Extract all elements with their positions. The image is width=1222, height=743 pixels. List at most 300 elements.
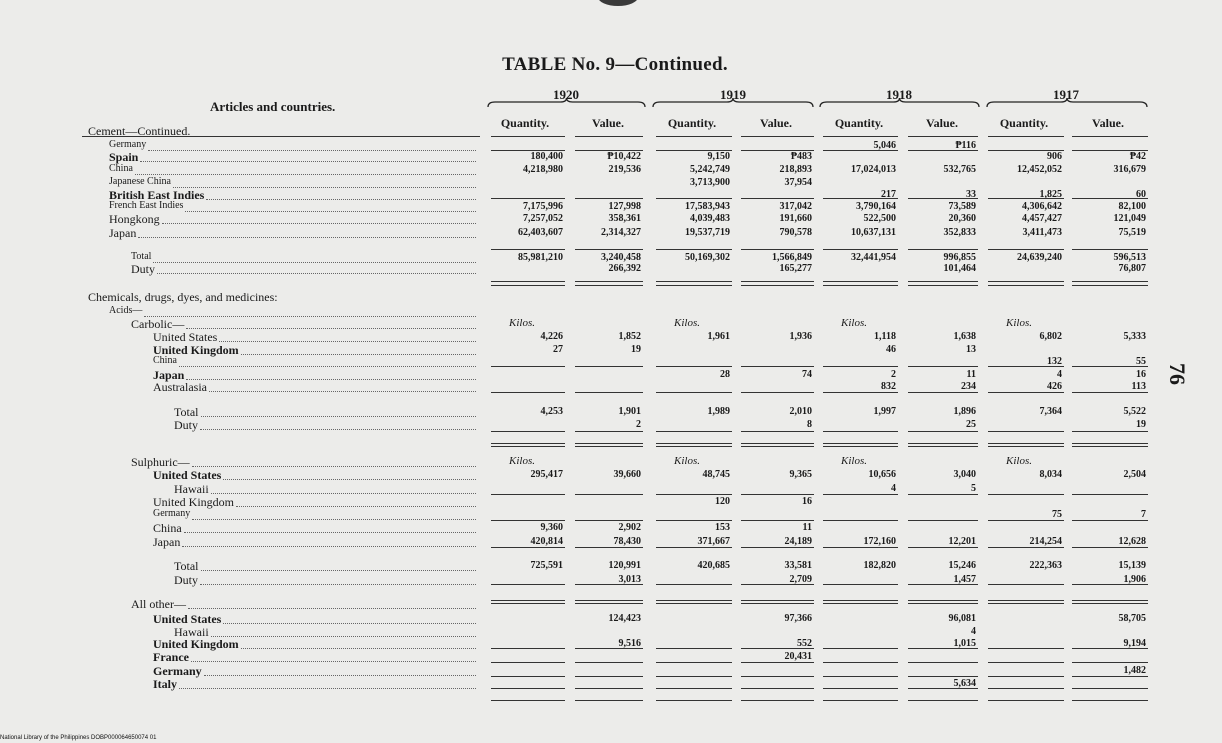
cell-value: 82,100 bbox=[1118, 201, 1146, 212]
page-number: 76 bbox=[1165, 363, 1190, 385]
cell-rule bbox=[656, 150, 732, 151]
header-rule bbox=[656, 136, 732, 137]
cell-rule bbox=[491, 520, 565, 521]
leader-dots bbox=[135, 174, 476, 175]
cell-value: 4,226 bbox=[540, 331, 563, 342]
cell-rule bbox=[741, 648, 814, 649]
cell-rule bbox=[823, 700, 898, 701]
cell-rule bbox=[491, 584, 565, 585]
section-rule bbox=[491, 285, 565, 286]
cell-rule bbox=[575, 366, 643, 367]
cell-value: 2 bbox=[891, 369, 896, 380]
cell-rule bbox=[491, 600, 565, 601]
section-rule bbox=[741, 281, 814, 282]
cell-value: 58,705 bbox=[1118, 613, 1146, 624]
cell-value: 3,040 bbox=[953, 469, 976, 480]
cell-rule bbox=[741, 446, 814, 447]
cell-rule bbox=[823, 150, 898, 151]
row-label: Hawaii bbox=[174, 625, 209, 639]
cell-rule bbox=[823, 676, 898, 677]
section-rule bbox=[491, 281, 565, 282]
cell-rule bbox=[491, 688, 565, 689]
cell-value: 317,042 bbox=[779, 201, 812, 212]
row-label: Duty bbox=[174, 573, 198, 587]
quantity-header: Quantity. bbox=[500, 116, 550, 130]
cell-rule bbox=[575, 431, 643, 432]
cell-value: 5 bbox=[971, 483, 976, 494]
cell-value: 1,997 bbox=[873, 406, 896, 417]
cell-rule bbox=[741, 688, 814, 689]
leader-dots bbox=[179, 688, 476, 689]
cell-rule bbox=[823, 547, 898, 548]
row-label: Japanese China bbox=[109, 176, 171, 187]
cell-rule bbox=[823, 392, 898, 393]
cell-value: 37,954 bbox=[784, 177, 812, 188]
cell-rule bbox=[491, 431, 565, 432]
cell-rule bbox=[908, 520, 978, 521]
cell-value: 1,852 bbox=[618, 331, 641, 342]
cell-rule bbox=[823, 662, 898, 663]
cell-value: 214,254 bbox=[1029, 536, 1062, 547]
cell-value: 60 bbox=[1136, 189, 1146, 200]
leader-dots bbox=[223, 479, 476, 480]
cell-value: 101,464 bbox=[943, 263, 976, 274]
cell-value: 24,189 bbox=[784, 536, 812, 547]
quantity-header: Quantity. bbox=[999, 116, 1049, 130]
cell-value: 182,820 bbox=[863, 560, 896, 571]
cell-value: 12,201 bbox=[948, 536, 976, 547]
cell-rule bbox=[575, 603, 643, 604]
cell-rule bbox=[741, 150, 814, 151]
leader-dots bbox=[186, 328, 476, 329]
cell-rule bbox=[1072, 520, 1148, 521]
row-label: Chemicals, drugs, dyes, and medicines: bbox=[88, 290, 278, 304]
cell-value: ₱483 bbox=[790, 151, 812, 162]
row-label: Japan bbox=[153, 535, 181, 549]
cell-rule bbox=[656, 494, 732, 495]
unit-label: Kilos. bbox=[674, 455, 700, 467]
cell-rule bbox=[491, 443, 565, 444]
section-rule bbox=[575, 281, 643, 282]
cell-rule bbox=[575, 600, 643, 601]
cell-value: 358,361 bbox=[608, 213, 641, 224]
year-1919: 1919 bbox=[720, 87, 746, 102]
cell-value: 1,118 bbox=[874, 331, 896, 342]
year-brace bbox=[652, 97, 814, 109]
leader-dots bbox=[236, 506, 476, 507]
leader-dots bbox=[200, 584, 476, 585]
cell-value: 3,411,473 bbox=[1022, 227, 1062, 238]
cell-value: 1,906 bbox=[1123, 574, 1146, 585]
leader-dots bbox=[184, 532, 476, 533]
cell-value: 11 bbox=[802, 522, 812, 533]
cell-value: 2,709 bbox=[789, 574, 812, 585]
cell-rule bbox=[491, 700, 565, 701]
cell-value: 1,015 bbox=[953, 638, 976, 649]
cell-rule bbox=[988, 584, 1064, 585]
cell-value: 24,639,240 bbox=[1017, 252, 1062, 263]
cell-rule bbox=[656, 520, 732, 521]
row-label: United States bbox=[153, 612, 222, 626]
row-label: Germany bbox=[153, 664, 202, 678]
cell-value: 9,150 bbox=[707, 151, 730, 162]
cell-value: 5,242,749 bbox=[690, 164, 730, 175]
cell-rule bbox=[1072, 688, 1148, 689]
leader-dots bbox=[209, 391, 476, 392]
cell-value: 124,423 bbox=[608, 613, 641, 624]
row-label: British East Indies bbox=[109, 188, 205, 202]
cell-rule bbox=[988, 547, 1064, 548]
cell-rule bbox=[823, 431, 898, 432]
leader-dots bbox=[192, 519, 476, 520]
cell-value: 9,516 bbox=[618, 638, 641, 649]
cell-value: 7,364 bbox=[1039, 406, 1062, 417]
cell-rule bbox=[908, 603, 978, 604]
row-label: Carbolic— bbox=[131, 317, 185, 331]
leader-dots bbox=[140, 161, 476, 162]
cell-rule bbox=[823, 443, 898, 444]
unit-label: Kilos. bbox=[841, 455, 867, 467]
cell-rule bbox=[656, 443, 732, 444]
cell-value: 420,814 bbox=[530, 536, 563, 547]
cell-value: 790,578 bbox=[779, 227, 812, 238]
cell-value: 4,306,642 bbox=[1022, 201, 1062, 212]
row-label: United Kingdom bbox=[153, 495, 234, 509]
leader-dots bbox=[211, 636, 476, 637]
cell-rule bbox=[1072, 198, 1148, 199]
cell-rule bbox=[575, 547, 643, 548]
cell-rule bbox=[908, 150, 978, 151]
leader-dots bbox=[241, 354, 476, 355]
cell-rule bbox=[575, 249, 643, 250]
cell-value: 16 bbox=[1136, 369, 1146, 380]
cell-rule bbox=[908, 431, 978, 432]
unit-label: Kilos. bbox=[674, 317, 700, 329]
cell-value: 552 bbox=[797, 638, 812, 649]
cell-rule bbox=[575, 688, 643, 689]
row-label: France bbox=[153, 650, 189, 664]
row-label: Hawaii bbox=[174, 482, 209, 496]
cell-value: 25 bbox=[966, 419, 976, 430]
leader-dots bbox=[162, 223, 476, 224]
cell-rule bbox=[908, 547, 978, 548]
cell-value: 234 bbox=[961, 381, 976, 392]
cell-rule bbox=[988, 520, 1064, 521]
row-label: Duty bbox=[131, 262, 155, 276]
cell-value: 420,685 bbox=[697, 560, 730, 571]
leader-dots bbox=[179, 366, 476, 367]
cell-value: 426 bbox=[1047, 381, 1062, 392]
cell-rule bbox=[988, 494, 1064, 495]
row-label: Cement—Continued. bbox=[88, 124, 191, 138]
leader-dots bbox=[138, 237, 476, 238]
unit-label: Kilos. bbox=[509, 455, 535, 467]
cell-rule bbox=[491, 366, 565, 367]
cell-value: 7 bbox=[1141, 509, 1146, 520]
cell-value: 4,218,980 bbox=[523, 164, 563, 175]
cell-rule bbox=[491, 249, 565, 250]
cell-rule bbox=[1072, 600, 1148, 601]
row-label: Spain bbox=[109, 150, 139, 164]
cell-rule bbox=[823, 603, 898, 604]
cell-rule bbox=[1072, 366, 1148, 367]
year-brace bbox=[986, 97, 1148, 109]
cell-rule bbox=[491, 392, 565, 393]
row-label: Total bbox=[174, 559, 199, 573]
cell-rule bbox=[908, 648, 978, 649]
cell-value: 13 bbox=[966, 344, 976, 355]
cell-rule bbox=[908, 600, 978, 601]
cell-value: 1,901 bbox=[618, 406, 641, 417]
cell-rule bbox=[656, 392, 732, 393]
cell-value: 3,240,458 bbox=[601, 252, 641, 263]
cell-value: 5,046 bbox=[873, 140, 896, 151]
cell-value: 7,257,052 bbox=[523, 213, 563, 224]
cell-value: 217 bbox=[881, 189, 896, 200]
cell-value: ₱116 bbox=[955, 140, 976, 151]
cell-value: 153 bbox=[715, 522, 730, 533]
leader-dots bbox=[201, 416, 477, 417]
unit-label: Kilos. bbox=[841, 317, 867, 329]
cell-value: 532,765 bbox=[943, 164, 976, 175]
cell-rule bbox=[656, 648, 732, 649]
cell-value: 352,833 bbox=[943, 227, 976, 238]
cell-rule bbox=[491, 547, 565, 548]
cell-rule bbox=[823, 520, 898, 521]
cell-value: 2 bbox=[636, 419, 641, 430]
leader-dots bbox=[201, 570, 477, 571]
leader-dots bbox=[157, 273, 476, 274]
leader-dots bbox=[211, 493, 476, 494]
leader-dots bbox=[191, 661, 476, 662]
cell-value: 75,519 bbox=[1118, 227, 1146, 238]
cell-value: 15,139 bbox=[1118, 560, 1146, 571]
cell-rule bbox=[823, 249, 898, 250]
cell-value: 46 bbox=[886, 344, 896, 355]
cell-rule bbox=[1072, 662, 1148, 663]
cell-value: 4 bbox=[971, 626, 976, 637]
cell-value: 4,253 bbox=[540, 406, 563, 417]
cell-value: 12,628 bbox=[1118, 536, 1146, 547]
cell-rule bbox=[908, 392, 978, 393]
cell-rule bbox=[823, 600, 898, 601]
cell-rule bbox=[656, 198, 732, 199]
cell-rule bbox=[741, 603, 814, 604]
cell-rule bbox=[575, 198, 643, 199]
section-rule bbox=[988, 285, 1064, 286]
cell-value: 1,825 bbox=[1039, 189, 1062, 200]
cell-value: 2,902 bbox=[618, 522, 641, 533]
unit-label: Kilos. bbox=[1006, 455, 1032, 467]
cell-rule bbox=[656, 676, 732, 677]
cell-rule bbox=[575, 494, 643, 495]
cell-value: 74 bbox=[802, 369, 812, 380]
cell-value: 16 bbox=[802, 496, 812, 507]
cell-value: 50,169,302 bbox=[685, 252, 730, 263]
cell-value: 1,896 bbox=[953, 406, 976, 417]
cell-value: 1,989 bbox=[707, 406, 730, 417]
cell-value: 120 bbox=[715, 496, 730, 507]
cell-rule bbox=[988, 198, 1064, 199]
section-rule bbox=[823, 281, 898, 282]
cell-value: 180,400 bbox=[530, 151, 563, 162]
cell-rule bbox=[1072, 446, 1148, 447]
leader-dots bbox=[200, 429, 476, 430]
cell-rule bbox=[823, 494, 898, 495]
cell-rule bbox=[656, 249, 732, 250]
cell-rule bbox=[656, 431, 732, 432]
cell-value: 75 bbox=[1052, 509, 1062, 520]
row-label: Germany bbox=[153, 508, 191, 519]
header-rule bbox=[988, 136, 1064, 137]
row-label: Japan bbox=[109, 226, 137, 240]
row-label: Sulphuric— bbox=[131, 455, 190, 469]
cell-rule bbox=[1072, 700, 1148, 701]
cell-rule bbox=[491, 648, 565, 649]
leader-dots bbox=[173, 187, 476, 188]
cell-value: 218,893 bbox=[779, 164, 812, 175]
cell-value: 1,961 bbox=[707, 331, 730, 342]
cell-value: 20,360 bbox=[948, 213, 976, 224]
cell-rule bbox=[741, 520, 814, 521]
cell-value: 2,010 bbox=[789, 406, 812, 417]
cell-value: 20,431 bbox=[784, 651, 812, 662]
cell-rule bbox=[1072, 648, 1148, 649]
cell-rule bbox=[988, 443, 1064, 444]
header-rule bbox=[741, 136, 814, 137]
cell-rule bbox=[656, 600, 732, 601]
cell-rule bbox=[988, 431, 1064, 432]
cell-rule bbox=[908, 688, 978, 689]
section-rule bbox=[741, 285, 814, 286]
row-label: Total bbox=[174, 405, 199, 419]
row-label: China bbox=[153, 355, 177, 366]
cell-value: 219,536 bbox=[608, 164, 641, 175]
cell-rule bbox=[656, 662, 732, 663]
cell-rule bbox=[908, 446, 978, 447]
cell-rule bbox=[823, 584, 898, 585]
header-rule bbox=[575, 136, 643, 137]
cell-value: 1,457 bbox=[953, 574, 976, 585]
cell-rule bbox=[575, 520, 643, 521]
cell-value: 5,333 bbox=[1123, 331, 1146, 342]
cell-rule bbox=[491, 446, 565, 447]
row-label: Germany bbox=[109, 139, 147, 150]
cell-value: 32,441,954 bbox=[851, 252, 896, 263]
value-header: Value. bbox=[592, 116, 624, 130]
cell-value: 5,522 bbox=[1123, 406, 1146, 417]
cell-value: 17,583,943 bbox=[685, 201, 730, 212]
cell-value: 3,013 bbox=[618, 574, 641, 585]
cell-rule bbox=[988, 662, 1064, 663]
row-label: Japan bbox=[153, 368, 185, 382]
cell-value: 62,403,607 bbox=[518, 227, 563, 238]
header-rule bbox=[908, 136, 978, 137]
cell-value: 266,392 bbox=[608, 263, 641, 274]
cell-rule bbox=[908, 249, 978, 250]
cell-rule bbox=[575, 443, 643, 444]
cell-value: 120,991 bbox=[608, 560, 641, 571]
cell-value: 6,802 bbox=[1039, 331, 1062, 342]
cell-value: 4,039,483 bbox=[690, 213, 730, 224]
cell-value: 33,581 bbox=[784, 560, 812, 571]
cell-value: 76,807 bbox=[1118, 263, 1146, 274]
cell-value: 127,998 bbox=[608, 201, 641, 212]
cell-value: 222,363 bbox=[1029, 560, 1062, 571]
cell-value: 27 bbox=[553, 344, 563, 355]
cell-value: 73,589 bbox=[948, 201, 976, 212]
cell-value: 1,482 bbox=[1123, 665, 1146, 676]
cell-rule bbox=[908, 366, 978, 367]
cell-rule bbox=[741, 392, 814, 393]
row-label: Duty bbox=[174, 418, 198, 432]
cell-rule bbox=[741, 700, 814, 701]
leader-dots bbox=[192, 466, 476, 467]
cell-value: 19 bbox=[631, 344, 641, 355]
year-1917: 1917 bbox=[1053, 87, 1079, 102]
cell-value: 19 bbox=[1136, 419, 1146, 430]
row-label: French East Indies bbox=[109, 200, 184, 211]
cell-value: 96,081 bbox=[948, 613, 976, 624]
cell-rule bbox=[656, 700, 732, 701]
cell-value: 55 bbox=[1136, 356, 1146, 367]
cell-rule bbox=[741, 366, 814, 367]
cell-rule bbox=[908, 584, 978, 585]
leader-dots bbox=[219, 341, 476, 342]
cell-value: 596,513 bbox=[1113, 252, 1146, 263]
cell-rule bbox=[575, 392, 643, 393]
cell-value: 1,936 bbox=[789, 331, 812, 342]
cell-value: 1,638 bbox=[953, 331, 976, 342]
leader-dots bbox=[182, 546, 476, 547]
cell-value: 121,049 bbox=[1113, 213, 1146, 224]
cell-value: 2,504 bbox=[1123, 469, 1146, 480]
row-label: Hongkong bbox=[109, 212, 160, 226]
cell-value: 832 bbox=[881, 381, 896, 392]
cell-value: 906 bbox=[1047, 151, 1062, 162]
row-label: United States bbox=[153, 468, 222, 482]
section-rule bbox=[908, 285, 978, 286]
leader-dots bbox=[148, 150, 476, 151]
leader-dots bbox=[241, 648, 476, 649]
cell-rule bbox=[908, 198, 978, 199]
cell-rule bbox=[575, 676, 643, 677]
year-brace bbox=[819, 97, 980, 109]
quantity-header: Quantity. bbox=[834, 116, 884, 130]
value-header: Value. bbox=[926, 116, 958, 130]
cell-rule bbox=[988, 392, 1064, 393]
cell-rule bbox=[491, 198, 565, 199]
cell-value: 8 bbox=[807, 419, 812, 430]
cell-value: 11 bbox=[966, 369, 976, 380]
cell-value: 4 bbox=[1057, 369, 1062, 380]
cell-rule bbox=[491, 150, 565, 151]
cell-rule bbox=[656, 446, 732, 447]
cell-value: 9,194 bbox=[1123, 638, 1146, 649]
unit-label: Kilos. bbox=[1006, 317, 1032, 329]
cell-value: 165,277 bbox=[779, 263, 812, 274]
year-brace bbox=[487, 97, 646, 109]
cell-rule bbox=[823, 198, 898, 199]
cell-value: 10,656 bbox=[868, 469, 896, 480]
cell-rule bbox=[741, 662, 814, 663]
row-label: United Kingdom bbox=[153, 343, 239, 357]
cell-value: 10,637,131 bbox=[851, 227, 896, 238]
cell-value: 3,713,900 bbox=[690, 177, 730, 188]
cell-rule bbox=[1072, 249, 1148, 250]
section-rule bbox=[1072, 285, 1148, 286]
cell-rule bbox=[988, 150, 1064, 151]
